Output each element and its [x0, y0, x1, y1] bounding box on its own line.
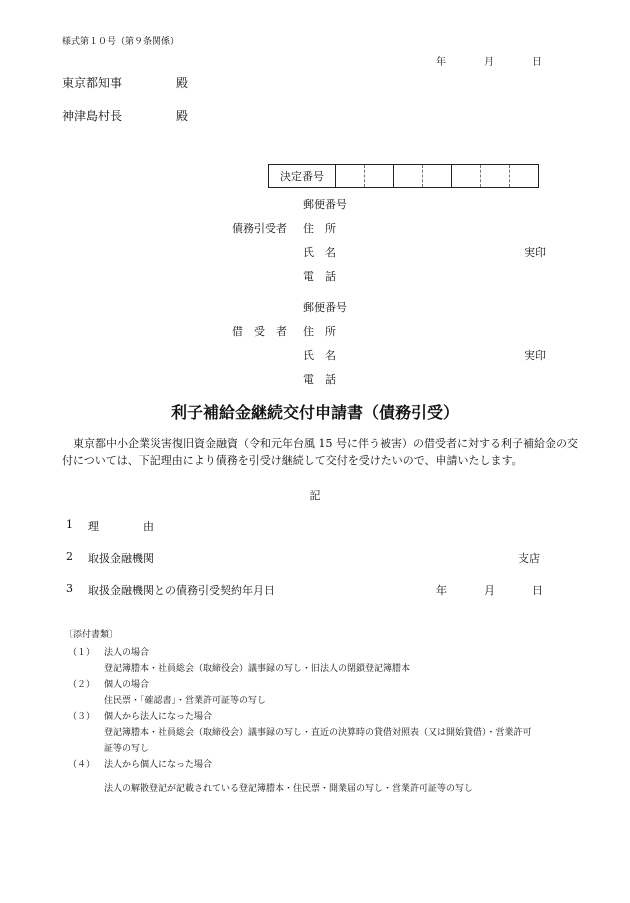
decision-digit-cell	[481, 165, 510, 188]
date-year: 年	[436, 57, 446, 68]
assignee-name-label: 氏 名	[303, 246, 336, 259]
attachment-2-label: 個人の場合	[104, 680, 150, 690]
date-day: 日	[532, 57, 542, 68]
document-title: 利子補給金継続交付申請書（債務引受）	[170, 403, 459, 422]
attachment-1-label: 法人の場合	[104, 648, 150, 658]
form-number: 様式第１０号（第９条関係）	[62, 37, 180, 47]
decision-digit-cell	[365, 165, 394, 188]
date-month: 月	[484, 57, 494, 68]
assignee-postal-label: 郵便番号	[303, 198, 347, 211]
decision-number-table	[268, 164, 539, 188]
body-paragraph	[62, 435, 582, 469]
attachment-3-detail: 登記簿謄本・社員総会（取締役会）議事録の写し・直近の決算時の貸借対照表（又は開始貸借）・営業許可	[104, 728, 532, 738]
item-3-month: 月	[484, 584, 495, 597]
attachment-1-detail: 登記簿謄本・社員総会（取締役会）議事録の写し・旧法人の閉鎖登記簿謄本	[104, 664, 411, 674]
item-3-label: 取扱金融機関との債務引受契約年月日	[88, 584, 275, 597]
borrower-name-label: 氏 名	[303, 349, 336, 362]
assignee-address-label: 住 所	[303, 222, 336, 235]
decision-digit-cell	[423, 165, 452, 188]
addressee-governor: 東京都知事	[62, 76, 123, 90]
attachment-2-number: （２）	[68, 680, 96, 690]
borrower-seal-label: 実印	[524, 349, 546, 362]
decision-digit-cell	[336, 165, 365, 188]
borrower-phone-label: 電 話	[303, 373, 336, 386]
attachment-4-number: （４）	[68, 760, 96, 770]
item-2-branch-suffix: 支店	[518, 552, 540, 565]
attachment-3-number: （３）	[68, 712, 96, 722]
borrower-postal-label: 郵便番号	[303, 301, 347, 314]
attachment-4-label: 法人から個人になった場合	[104, 760, 213, 770]
item-2-label: 取扱金融機関	[88, 552, 154, 565]
attachment-3-label: 個人から法人になった場合	[104, 712, 213, 722]
item-1-label: 理 由	[88, 520, 154, 533]
decision-number-label: 決定番号	[269, 165, 336, 188]
item-3-day: 日	[532, 584, 543, 597]
decision-digit-cell	[452, 165, 481, 188]
ki-label: 記	[309, 489, 321, 502]
decision-digit-cell	[394, 165, 423, 188]
decision-digit-cell	[510, 165, 539, 188]
attachment-4-detail: 法人の解散登記が記載されている登記簿謄本・住民票・開業届の写し・営業許可証等の写し	[104, 784, 474, 794]
honorific-governor: 殿	[176, 76, 189, 90]
honorific-mayor: 殿	[176, 109, 189, 123]
item-3-number: 3	[66, 582, 73, 595]
item-1-number: 1	[66, 518, 73, 531]
attachment-2-detail: 住民票・「確認書」・営業許可証等の写し	[104, 696, 267, 706]
assignee-phone-label: 電 話	[303, 270, 336, 283]
body-text: 東京都中小企業災害復旧資金融資（令和元年台風 15 号に伴う被害）の借受者に対する利子補給金の交付については、下記理由により債務を引受け継続して交付を受けたいので、申請いたします。	[62, 437, 578, 467]
attachment-3-detail-continued: 証等の写し	[104, 744, 150, 754]
attachments-heading: 〔添付書類〕	[64, 630, 119, 640]
borrower-address-label: 住 所	[303, 325, 336, 338]
attachment-1-number: （１）	[68, 648, 96, 658]
assignee-seal-label: 実印	[524, 246, 546, 259]
assignee-role-label: 債務引受者	[232, 222, 287, 235]
borrower-role-label: 借 受 者	[232, 325, 287, 338]
item-2-number: 2	[66, 550, 73, 563]
item-3-year: 年	[436, 584, 447, 597]
addressee-mayor: 神津島村長	[62, 109, 123, 123]
